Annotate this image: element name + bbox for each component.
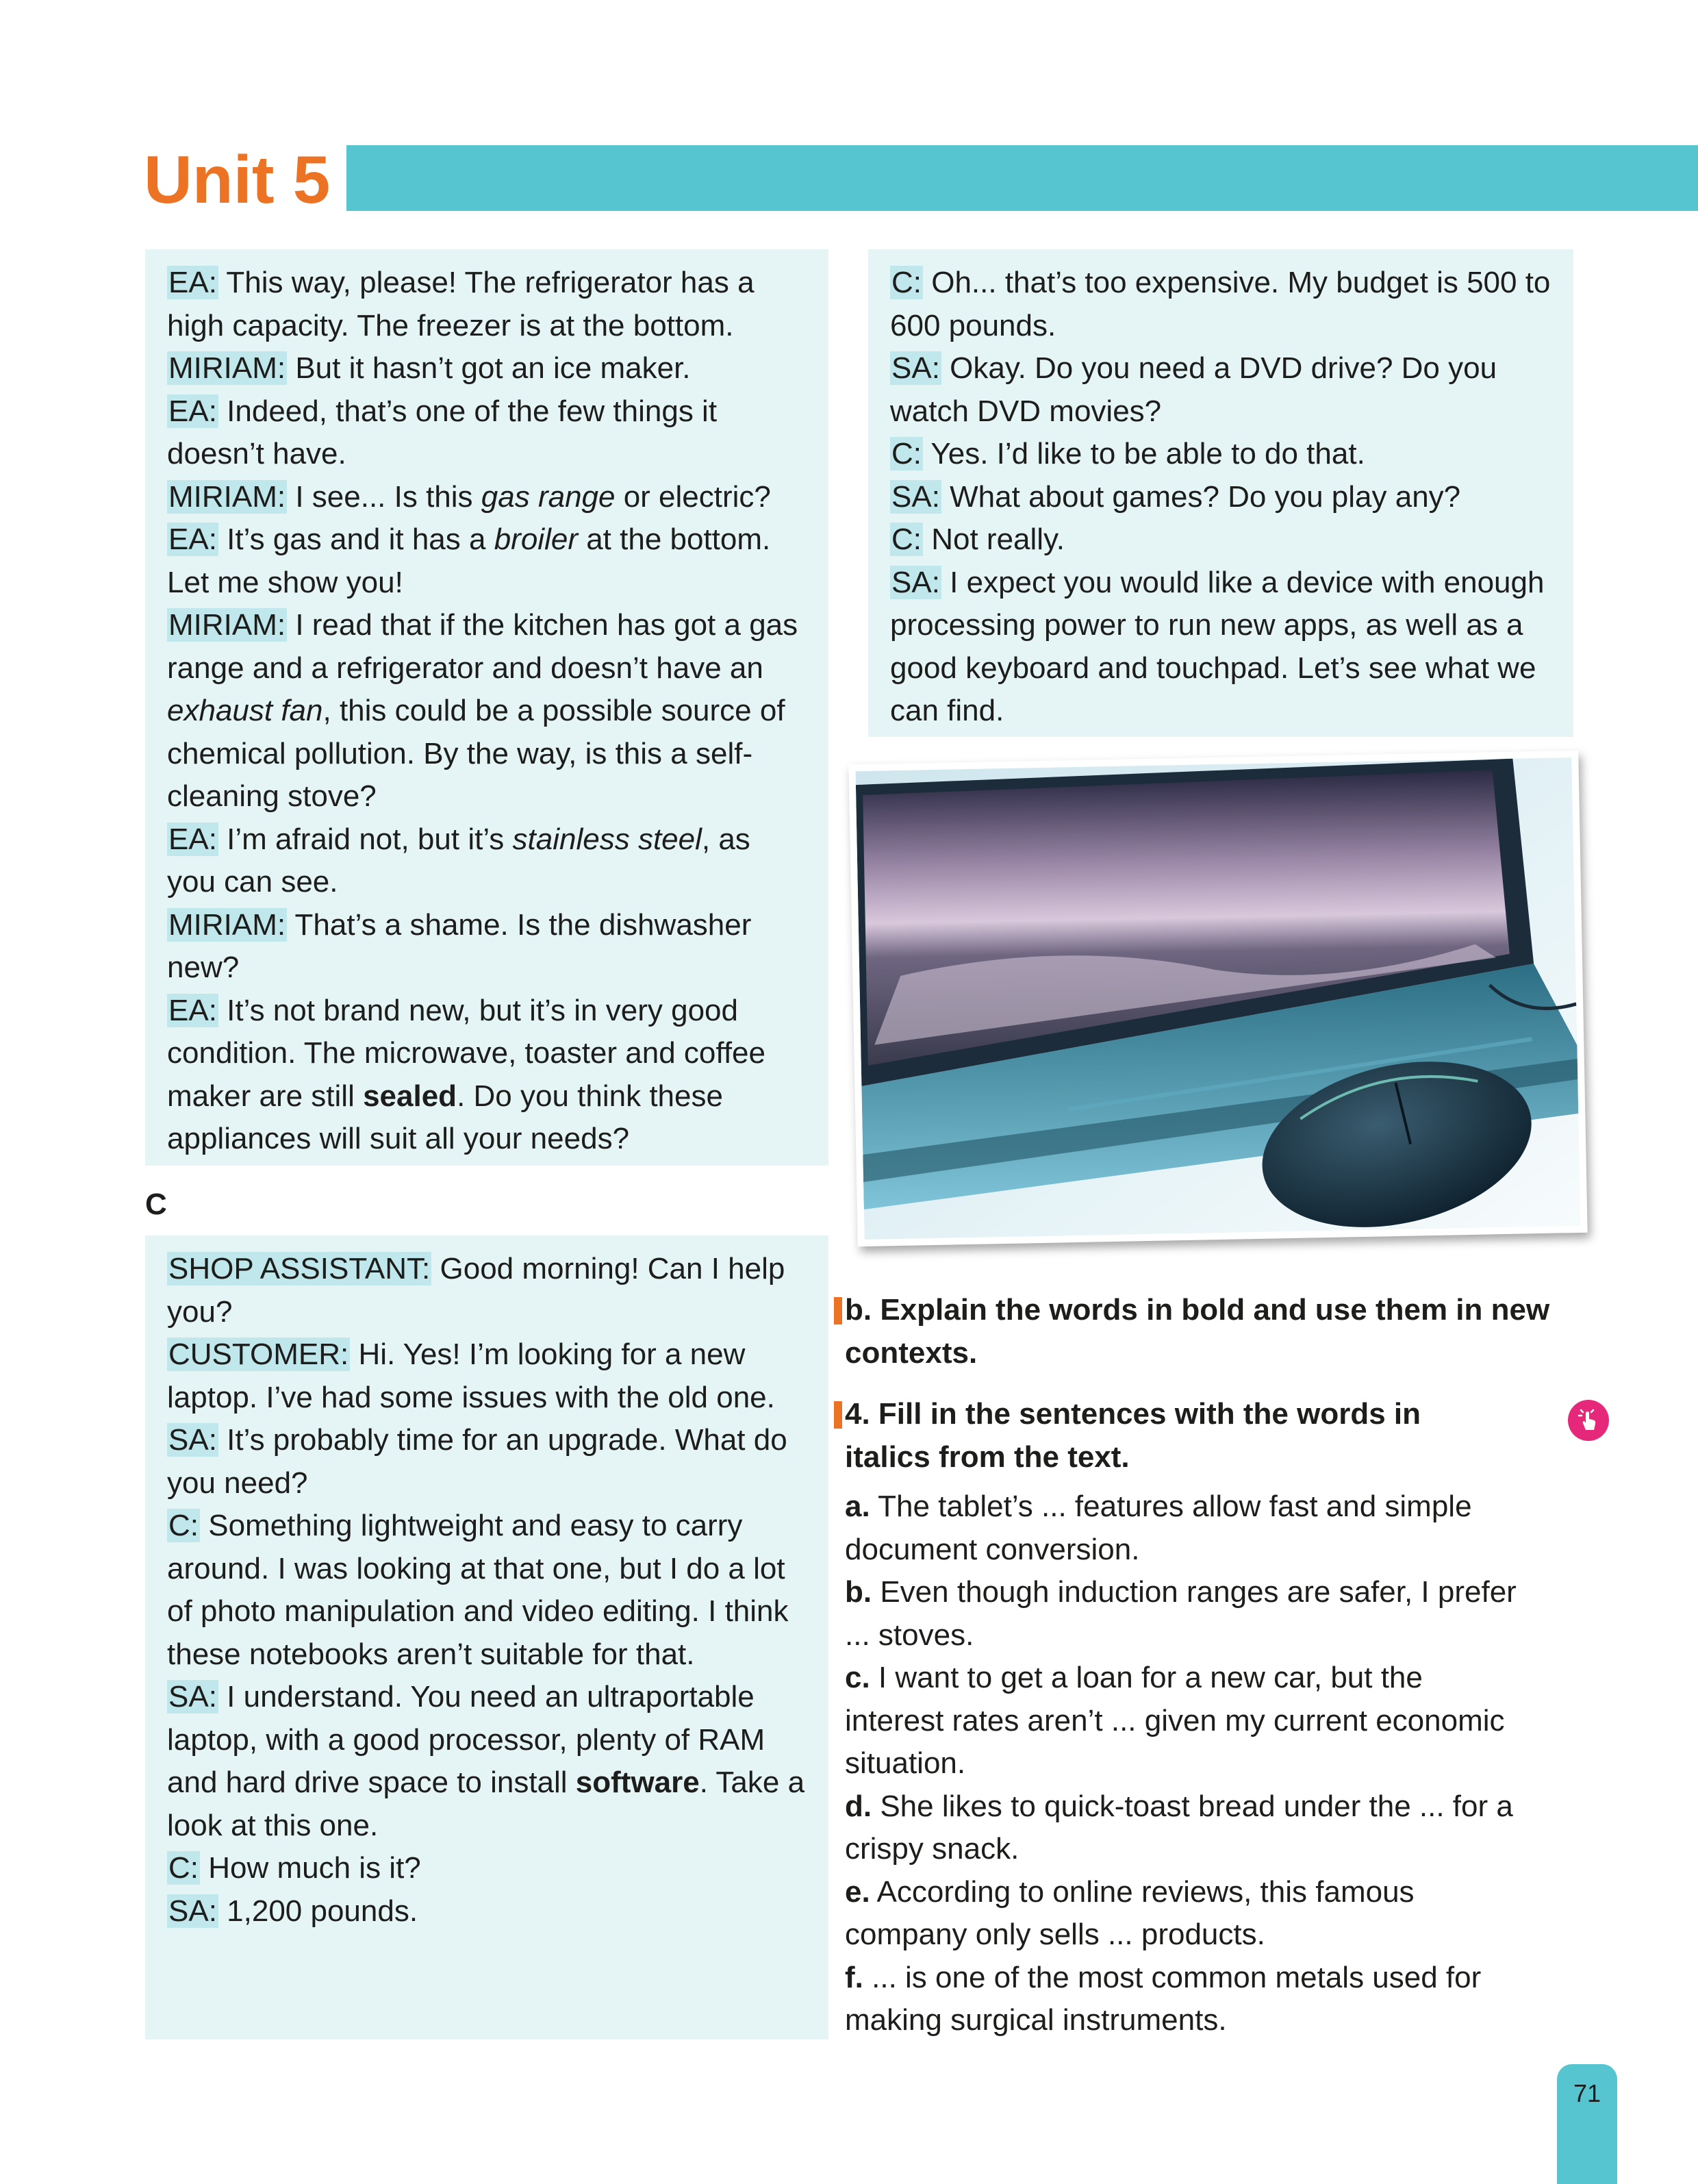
- item-text: According to online reviews, this famous company only sells ... products.: [845, 1874, 1415, 1951]
- dialogue-line: [167, 1847, 807, 1890]
- line-text: , this could be a possible source of chemical pollution. By the way, is this a self-cleaning stove?: [167, 694, 785, 813]
- speaker: SHOP ASSISTANT:: [168, 1252, 431, 1285]
- line-text: Okay. Do you need a DVD drive? Do you watch DVD movies?: [890, 351, 1497, 428]
- line-text: I see... Is this: [287, 479, 481, 514]
- italic-term: stainless steel: [512, 822, 702, 856]
- dialogue-box-c-continued: [868, 249, 1573, 737]
- dialogue-line: [167, 1676, 807, 1847]
- item-letter: b.: [845, 1575, 872, 1609]
- line-text: Yes. I’d like to be able to do that.: [923, 437, 1365, 470]
- speaker: MIRIAM:: [168, 608, 286, 642]
- line-text: Oh... that’s too expensive. My budget is 500 to 600 pounds.: [890, 266, 1551, 342]
- dialogue-line: [890, 476, 1551, 519]
- line-text: I read that if the kitchen has got a gas range and a refrigerator and doesn’t have an: [167, 608, 798, 685]
- italic-term: exhaust fan: [167, 694, 323, 727]
- line-text: It’s not brand new, but it’s in very good condition. The microwave, toaster and coffee maker are still: [167, 993, 765, 1113]
- item-letter: d.: [845, 1789, 872, 1823]
- dialogue-line: [167, 904, 807, 990]
- exercise-item: [845, 1485, 1530, 1571]
- speaker: C:: [891, 523, 922, 556]
- dialogue-line: [167, 476, 807, 519]
- bold-term: software: [575, 1766, 700, 1799]
- dialogue-line: [167, 1419, 807, 1505]
- dialogue-box-c: [145, 1235, 828, 2039]
- laptop-mouse-image: [856, 757, 1581, 1240]
- item-text: I want to get a loan for a new car, but the interest rates aren’t ... given my current economic situation.: [845, 1661, 1505, 1780]
- speaker: MIRIAM:: [168, 351, 286, 385]
- dialogue-line: [167, 347, 807, 390]
- line-text: Good morning! Can I help you?: [167, 1252, 785, 1329]
- speaker: MIRIAM:: [168, 907, 286, 942]
- item-letter: c.: [845, 1661, 870, 1694]
- pointing-hand-icon[interactable]: [1568, 1400, 1609, 1441]
- line-text: It’s gas and it has a: [218, 523, 494, 556]
- dialogue-line: [890, 518, 1551, 562]
- item-letter: e.: [845, 1874, 870, 1909]
- dialogue-line: [167, 1333, 807, 1419]
- dialogue-line: [167, 262, 807, 347]
- line-text: Hi. Yes! I’m looking for a new laptop. I’ve had some issues with the old one.: [167, 1338, 775, 1414]
- italic-term: gas range: [481, 479, 616, 514]
- dialogue-line: [167, 1505, 807, 1676]
- line-text: . Do you think these appliances will suit all your needs?: [167, 1079, 723, 1155]
- orange-marker: [834, 1297, 842, 1325]
- task-b: [845, 1289, 1550, 1375]
- line-text: , as you can see.: [167, 822, 750, 899]
- dialogue-box-b: [145, 249, 828, 1166]
- orange-marker: [834, 1401, 842, 1429]
- speaker: EA:: [168, 266, 217, 299]
- page-number-tab: [1557, 2064, 1617, 2184]
- line-text: That’s a shame. Is the dishwasher new?: [167, 907, 752, 984]
- bold-term: sealed: [363, 1079, 457, 1113]
- speaker: SA:: [891, 351, 940, 385]
- speaker: EA:: [168, 822, 217, 856]
- speaker: C:: [168, 1851, 199, 1885]
- dialogue-line: [890, 262, 1551, 347]
- pointing-hand-glyph: [1575, 1407, 1602, 1434]
- exercise-item: [845, 1785, 1530, 1871]
- speaker: SA:: [891, 565, 940, 599]
- speaker: SA:: [168, 1894, 217, 1928]
- speaker: CUSTOMER:: [168, 1338, 349, 1371]
- unit-title: Unit 5: [144, 142, 331, 217]
- line-text: Indeed, that’s one of the few things it doesn’t have.: [167, 394, 718, 470]
- dialogue-line: [167, 990, 807, 1161]
- line-text: This way, please! The refrigerator has a high capacity. The freezer is at the bottom.: [167, 266, 755, 342]
- dialogue-line: [890, 433, 1551, 476]
- line-text: But it hasn’t got an ice maker.: [287, 351, 691, 385]
- item-text: The tablet’s ... features allow fast and simple document conversion.: [845, 1490, 1472, 1566]
- dialogue-line: [167, 1248, 807, 1333]
- speaker: EA:: [168, 523, 217, 556]
- exercise-item: [845, 1957, 1530, 2042]
- speaker: SA:: [891, 479, 940, 514]
- dialogue-line: [167, 604, 807, 818]
- task-b-heading: [845, 1289, 1550, 1375]
- speaker: EA:: [168, 993, 217, 1027]
- exercise-item: [845, 1871, 1530, 1957]
- line-text: at the bottom. Let me show you!: [167, 523, 771, 599]
- exercise-item: [845, 1657, 1530, 1785]
- task-4-heading-text: 4. Fill in the sentences with the words in italics from the text.: [845, 1397, 1421, 1474]
- line-text: I’m afraid not, but it’s: [218, 822, 513, 856]
- item-text: ... is one of the most common metals used for making surgical instruments.: [845, 1960, 1482, 2037]
- dialogue-line: [167, 818, 807, 904]
- dialogue-line: [167, 1890, 807, 1933]
- dialogue-line: [167, 390, 807, 476]
- item-text: She likes to quick-toast bread under the ... for a crispy snack.: [845, 1789, 1513, 1866]
- line-text: I expect you would like a device with enough processing power to run new apps, as well as a good keyboard and touchpad. Let’s see what we can find.: [890, 565, 1545, 727]
- line-text: I understand. You need an ultraportable laptop, with a good processor, plenty of RAM and hard drive space to install: [167, 1680, 765, 1799]
- task-4: [845, 1393, 1530, 2042]
- exercise-item: [845, 1571, 1530, 1657]
- speaker: MIRIAM:: [168, 479, 286, 514]
- speaker: EA:: [168, 394, 217, 428]
- item-letter: a.: [845, 1490, 870, 1523]
- line-text: Something lightweight and easy to carry around. I was looking at that one, but I do a lot of photo manipulation and video editing. I think these notebooks aren’t suitable for that.: [167, 1509, 789, 1671]
- task-4-heading: [845, 1393, 1530, 1479]
- dialogue-line: [890, 347, 1551, 433]
- line-text: . Take a look at this one.: [167, 1766, 805, 1842]
- item-letter: f.: [845, 1960, 863, 1994]
- line-text: What about games? Do you play any?: [941, 479, 1461, 514]
- dialogue-line: [167, 518, 807, 604]
- task-b-heading-text: b. Explain the words in bold and use them in new contexts.: [845, 1293, 1550, 1370]
- line-text: How much is it?: [200, 1851, 421, 1885]
- line-text: It’s probably time for an upgrade. What do you need?: [167, 1423, 787, 1500]
- speaker: C:: [891, 437, 922, 470]
- dialogue-line: [890, 562, 1551, 733]
- italic-term: broiler: [494, 523, 578, 556]
- title-bar: [346, 145, 1698, 211]
- speaker: SA:: [168, 1680, 217, 1714]
- speaker: SA:: [168, 1423, 217, 1457]
- line-text: 1,200 pounds.: [218, 1894, 418, 1928]
- line-text: Not really.: [923, 523, 1065, 556]
- line-text: or electric?: [615, 479, 771, 514]
- item-text: Even though induction ranges are safer, I prefer ... stoves.: [845, 1575, 1517, 1652]
- speaker: C:: [891, 266, 922, 299]
- page-number: 71: [1573, 2079, 1601, 2107]
- section-letter: C: [145, 1188, 167, 1221]
- speaker: C:: [168, 1509, 199, 1542]
- laptop-photo: [848, 751, 1587, 1246]
